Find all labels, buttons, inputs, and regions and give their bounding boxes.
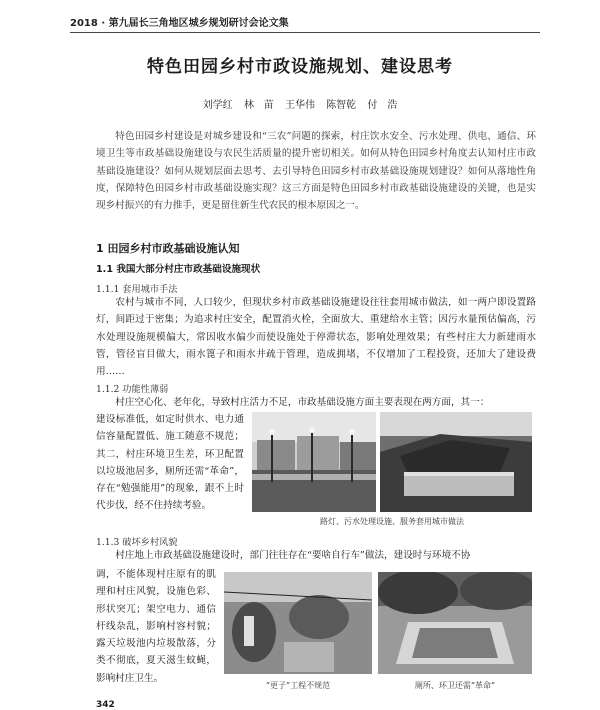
photo-caption-2: “更子”工程不规范 xyxy=(265,681,331,690)
photo-street-lamps xyxy=(252,412,376,512)
paper-title: 特色田园乡村市政设施规划、建设思考 xyxy=(147,57,453,77)
section-heading-1-1-3: 1.1.3 破坏乡村风貌 xyxy=(96,537,178,548)
photo-caption-1: 路灯、污水处理设施、服务套用城市做法 xyxy=(320,517,464,526)
header-divider xyxy=(70,32,540,33)
abstract: 特色田园乡村建设是对城乡建设和“三农”问题的探索，村庄饮水安全、污水处理、供电、通信、环境卫生等市政基础设施建设与农民生活质量的提升密切相关。如何从特色田园乡村角度去认知村庄市政基础设施建设？如何从规划层面去思考、去引导特色田园乡村市政基础设施规划建设？如何从落地性角度，保障特色田园乡村市政基础设施实现？这三方面是特色田园乡村市政基础设施建设的关键，也是实现乡村振兴的有力推手，更是留住新生代农民的根本原因之一。 xyxy=(96,131,536,212)
author: 陈智乾 xyxy=(326,100,357,111)
author: 刘学红 xyxy=(202,100,233,111)
author: 王华伟 xyxy=(285,100,315,111)
photo-infrastructure-works xyxy=(224,572,372,674)
paragraph-1-1-3-lead: 村庄地上市政基础设施建设时，部门往往存在“要啥自行车”做法，建设时与环境不协 xyxy=(115,550,471,561)
paragraph-1-1-3-wrap: 调，不能体现村庄原有的肌理和村庄风貌，设施色彩、形状突兀；架空电力、通信杆线杂乱，影响村容村貌；露天垃圾池内垃圾散落，分类不彻底，夏天滋生蚊蝇，影响村庄卫生。 xyxy=(96,569,216,684)
paragraph-1-1-2-lead: 村庄空心化、老年化，导致村庄活力不足，市政基础设施方面主要表现在两方面，其一： xyxy=(115,397,490,408)
paragraph-1-1-1: 农村与城市不同，人口较少，但现状乡村市政基础设施建设往往套用城市做法，如一两户即设置路灯，间距过于密集；为追求村庄安全，配置消火栓，全面放大、重建给水主管；因污水量预估偏高，污水处理设施规模偏大，常因收水偏少而使设施处于停滞状态，影响处理效果；有些村庄大力新建雨水管，管径盲目做大，雨水篦子和雨水井疏于管理，造成拥堵，不仅增加了工程投资，还加大了建设费用…… xyxy=(96,297,536,378)
section-heading-1-1: 1.1 我国大部分村庄市政基础设施现状 xyxy=(96,264,261,275)
paragraph-1-1-2-wrap: 建设标准低，如定时供水、电力通信容量配置低、施工随意不规范；其二，村庄环境卫生差，环卫配置以垃圾池居多，厕所还需“革命”，存在“勉强能用”的现象，跟不上时代步伐，经不住持续考验。 xyxy=(96,414,244,512)
author: 付 浩 xyxy=(367,100,398,111)
section-heading-1-1-1: 1.1.1 套用城市手法 xyxy=(96,284,178,295)
photo-garbage-pit xyxy=(378,572,532,674)
page-number: 342 xyxy=(96,700,115,710)
author-list xyxy=(0,96,600,111)
running-header: 2018 · 第九届长三角地区城乡规划研讨会论文集 xyxy=(70,18,289,29)
photo-caption-3: 厕所、环卫还需“革命” xyxy=(414,681,496,690)
section-heading-1: 1 田园乡村市政基础设施认知 xyxy=(96,242,240,255)
author: 林 苗 xyxy=(243,100,274,111)
section-heading-1-1-2: 1.1.2 功能性薄弱 xyxy=(96,384,169,395)
photo-sewage-facility xyxy=(380,412,532,512)
